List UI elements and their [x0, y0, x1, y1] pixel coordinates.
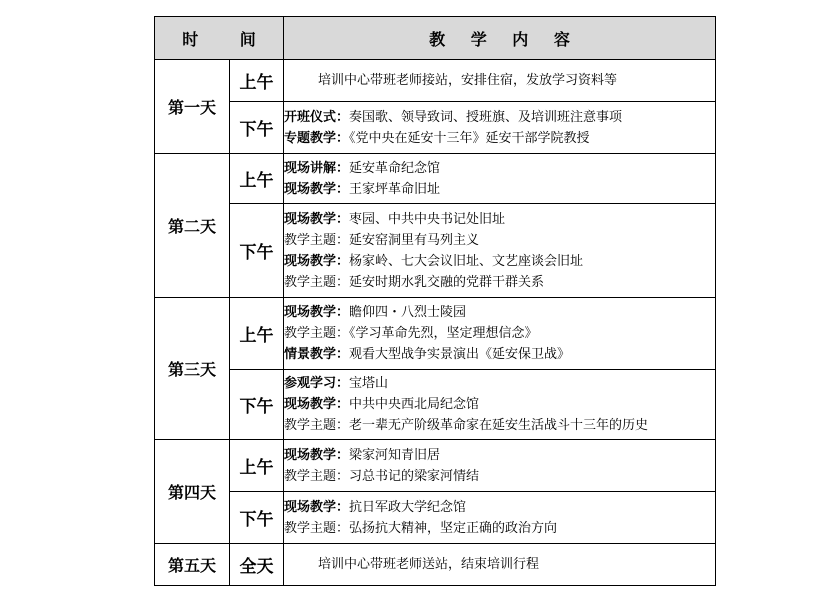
schedule-row: [155, 298, 716, 370]
period-label: 上午: [230, 154, 284, 204]
content-line: [284, 445, 715, 466]
content-line: [284, 497, 715, 518]
day-label: 第二天: [155, 154, 230, 298]
session-content: [284, 544, 716, 586]
line-label: 现场教学：: [284, 305, 350, 320]
line-label: 现场教学：: [284, 211, 350, 227]
content-line: [284, 251, 715, 272]
line-text: 王家坪革命旧址: [349, 181, 441, 197]
line-label: 参观学习：: [284, 376, 350, 391]
period-label: 下午: [230, 370, 284, 440]
line-text: 教学主题：延安窑洞里有马列主义: [284, 232, 480, 248]
header-row: [155, 17, 716, 60]
line-label: 现场教学：: [284, 397, 350, 412]
content-line: [284, 323, 715, 344]
schedule-row: [155, 492, 716, 544]
line-text: 培训中心带班老师接站，安排住宿，发放学习资料等: [318, 73, 618, 88]
day-label: 第三天: [155, 298, 230, 440]
line-text: 教学主题：老一辈无产阶级革命家在延安生活战斗十三年的历史: [284, 418, 649, 433]
header-time: 时 间: [155, 17, 284, 60]
line-text: 培训中心带班老师送站，结束培训行程: [318, 557, 540, 572]
content-line: [284, 230, 715, 251]
schedule-row: [155, 440, 716, 492]
content-line: [284, 302, 715, 323]
session-content: [284, 154, 716, 204]
line-label: 现场教学：: [284, 499, 350, 515]
content-line: [318, 554, 715, 575]
line-text: 中共中央西北局纪念馆: [349, 397, 480, 412]
period-label: 上午: [230, 298, 284, 370]
content-line: [284, 272, 715, 293]
period-label: 下午: [230, 492, 284, 544]
schedule-row: [155, 102, 716, 154]
content-line: [284, 209, 715, 230]
session-content: [284, 102, 716, 154]
line-label: 现场教学：: [284, 181, 350, 197]
line-text: 延安革命纪念馆: [349, 160, 441, 176]
content-line: [284, 518, 715, 539]
line-label: 开班仪式：: [284, 109, 350, 125]
content-line: [284, 394, 715, 415]
day-label: 第一天: [155, 60, 230, 154]
line-label: 专题教学：: [284, 130, 350, 146]
period-label: 下午: [230, 102, 284, 154]
day-label: 第五天: [155, 544, 230, 586]
line-text: 奏国歌、领导致词、授班旗、及培训班注意事项: [349, 109, 623, 125]
schedule-row: [155, 154, 716, 204]
line-label: 现场教学：: [284, 447, 350, 463]
content-line: [284, 179, 715, 200]
line-text: 教学主题：《学习革命先烈，坚定理想信念》: [284, 326, 538, 341]
content-line: [284, 415, 715, 436]
line-label: 现场教学：: [284, 253, 350, 269]
content-line: [284, 128, 715, 149]
period-label: 上午: [230, 440, 284, 492]
session-content: [284, 492, 716, 544]
content-line: [284, 466, 715, 487]
header-content: 教 学 内 容: [284, 17, 716, 60]
schedule-table: [154, 16, 716, 586]
day-label: 第四天: [155, 440, 230, 544]
line-text: 梁家河知青旧居: [349, 447, 441, 463]
content-line: [284, 344, 715, 365]
line-text: 枣园、中共中央书记处旧址: [349, 211, 506, 227]
session-content: [284, 370, 716, 440]
session-content: [284, 60, 716, 102]
content-line: [284, 107, 715, 128]
session-content: [284, 204, 716, 298]
schedule-row: [155, 544, 716, 586]
session-content: [284, 298, 716, 370]
period-label: 全天: [230, 544, 284, 586]
schedule-row: [155, 204, 716, 298]
line-text: 杨家岭、七大会议旧址、文艺座谈会旧址: [349, 253, 584, 269]
schedule-row: [155, 60, 716, 102]
content-line: [284, 158, 715, 179]
line-text: 《党中央在延安十三年》延安干部学院教授: [349, 130, 590, 146]
line-label: 现场讲解：: [284, 160, 350, 176]
content-line: [318, 70, 715, 91]
line-text: 教学主题：延安时期水乳交融的党群干群关系: [284, 274, 545, 290]
line-label: 情景教学：: [284, 347, 350, 362]
line-text: 宝塔山: [349, 376, 389, 391]
line-text: 教学主题：弘扬抗大精神，坚定正确的政治方向: [284, 520, 558, 536]
schedule-row: [155, 370, 716, 440]
schedule-body: [155, 60, 716, 586]
line-text: 教学主题：习总书记的梁家河情结: [284, 468, 480, 484]
line-text: 瞻仰四・八烈士陵园: [349, 305, 467, 320]
period-label: 下午: [230, 204, 284, 298]
line-text: 观看大型战争实景演出《延安保卫战》: [349, 347, 571, 362]
line-text: 抗日军政大学纪念馆: [349, 499, 467, 515]
content-line: [284, 373, 715, 394]
period-label: 上午: [230, 60, 284, 102]
session-content: [284, 440, 716, 492]
